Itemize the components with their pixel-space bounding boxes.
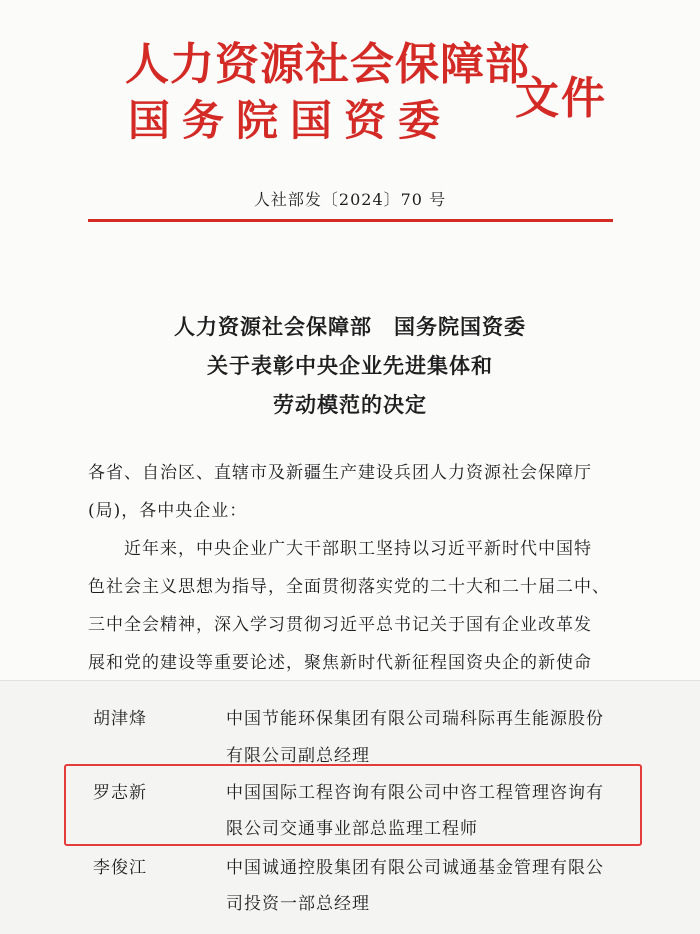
entry-title-line2: 有限公司副总经理 xyxy=(226,746,370,766)
paragraph-line: 展和党的建设等重要论述，聚焦新时代新征程国资央企的新使命 xyxy=(88,653,592,673)
entry-title-line1: 中国诚通控股集团有限公司诚通基金管理有限公 xyxy=(226,858,604,878)
addressee-line1: 各省、自治区、直辖市及新疆生产建设兵团人力资源社会保障厅 xyxy=(88,463,592,483)
document-number: 人社部发〔2024〕70 号 xyxy=(253,190,447,209)
entry-title-line1: 中国国际工程咨询有限公司中咨工程管理咨询有 xyxy=(226,783,604,803)
entry-name: 罗志新 xyxy=(93,783,147,803)
entry-title-line1: 中国节能环保集团有限公司瑞科际再生能源股份 xyxy=(226,709,604,729)
entry-title-line2: 限公司交通事业部总监理工程师 xyxy=(226,819,478,839)
addressee-line2: (局)，各中央企业： xyxy=(88,501,248,521)
highlight-box xyxy=(64,764,642,846)
entry-name: 李俊江 xyxy=(93,858,147,878)
entry-name: 胡津烽 xyxy=(93,709,147,729)
red-separator-rule xyxy=(88,219,613,222)
paragraph-line: 三中全会精神，深入学习贯彻习近平总书记关于国有企业改革发 xyxy=(88,615,592,635)
title-line1: 人力资源社会保障部 国务院国资委 xyxy=(174,314,526,339)
header-org-line2: 国务院国资委 xyxy=(128,96,453,145)
header-org-line1: 人力资源社会保障部 xyxy=(125,39,530,90)
paragraph-line: 色社会主义思想为指导，全面贯彻落实党的二十大和二十届二中、 xyxy=(88,577,610,597)
title-line3: 劳动模范的决定 xyxy=(273,392,427,417)
header-doc-type: 文件 xyxy=(515,73,607,124)
title-line2: 关于表彰中央企业先进集体和 xyxy=(207,353,493,378)
paragraph-line: 近年来，中央企业广大干部职工坚持以习近平新时代中国特 xyxy=(88,539,592,559)
entry-title-line2: 司投资一部总经理 xyxy=(226,894,370,914)
